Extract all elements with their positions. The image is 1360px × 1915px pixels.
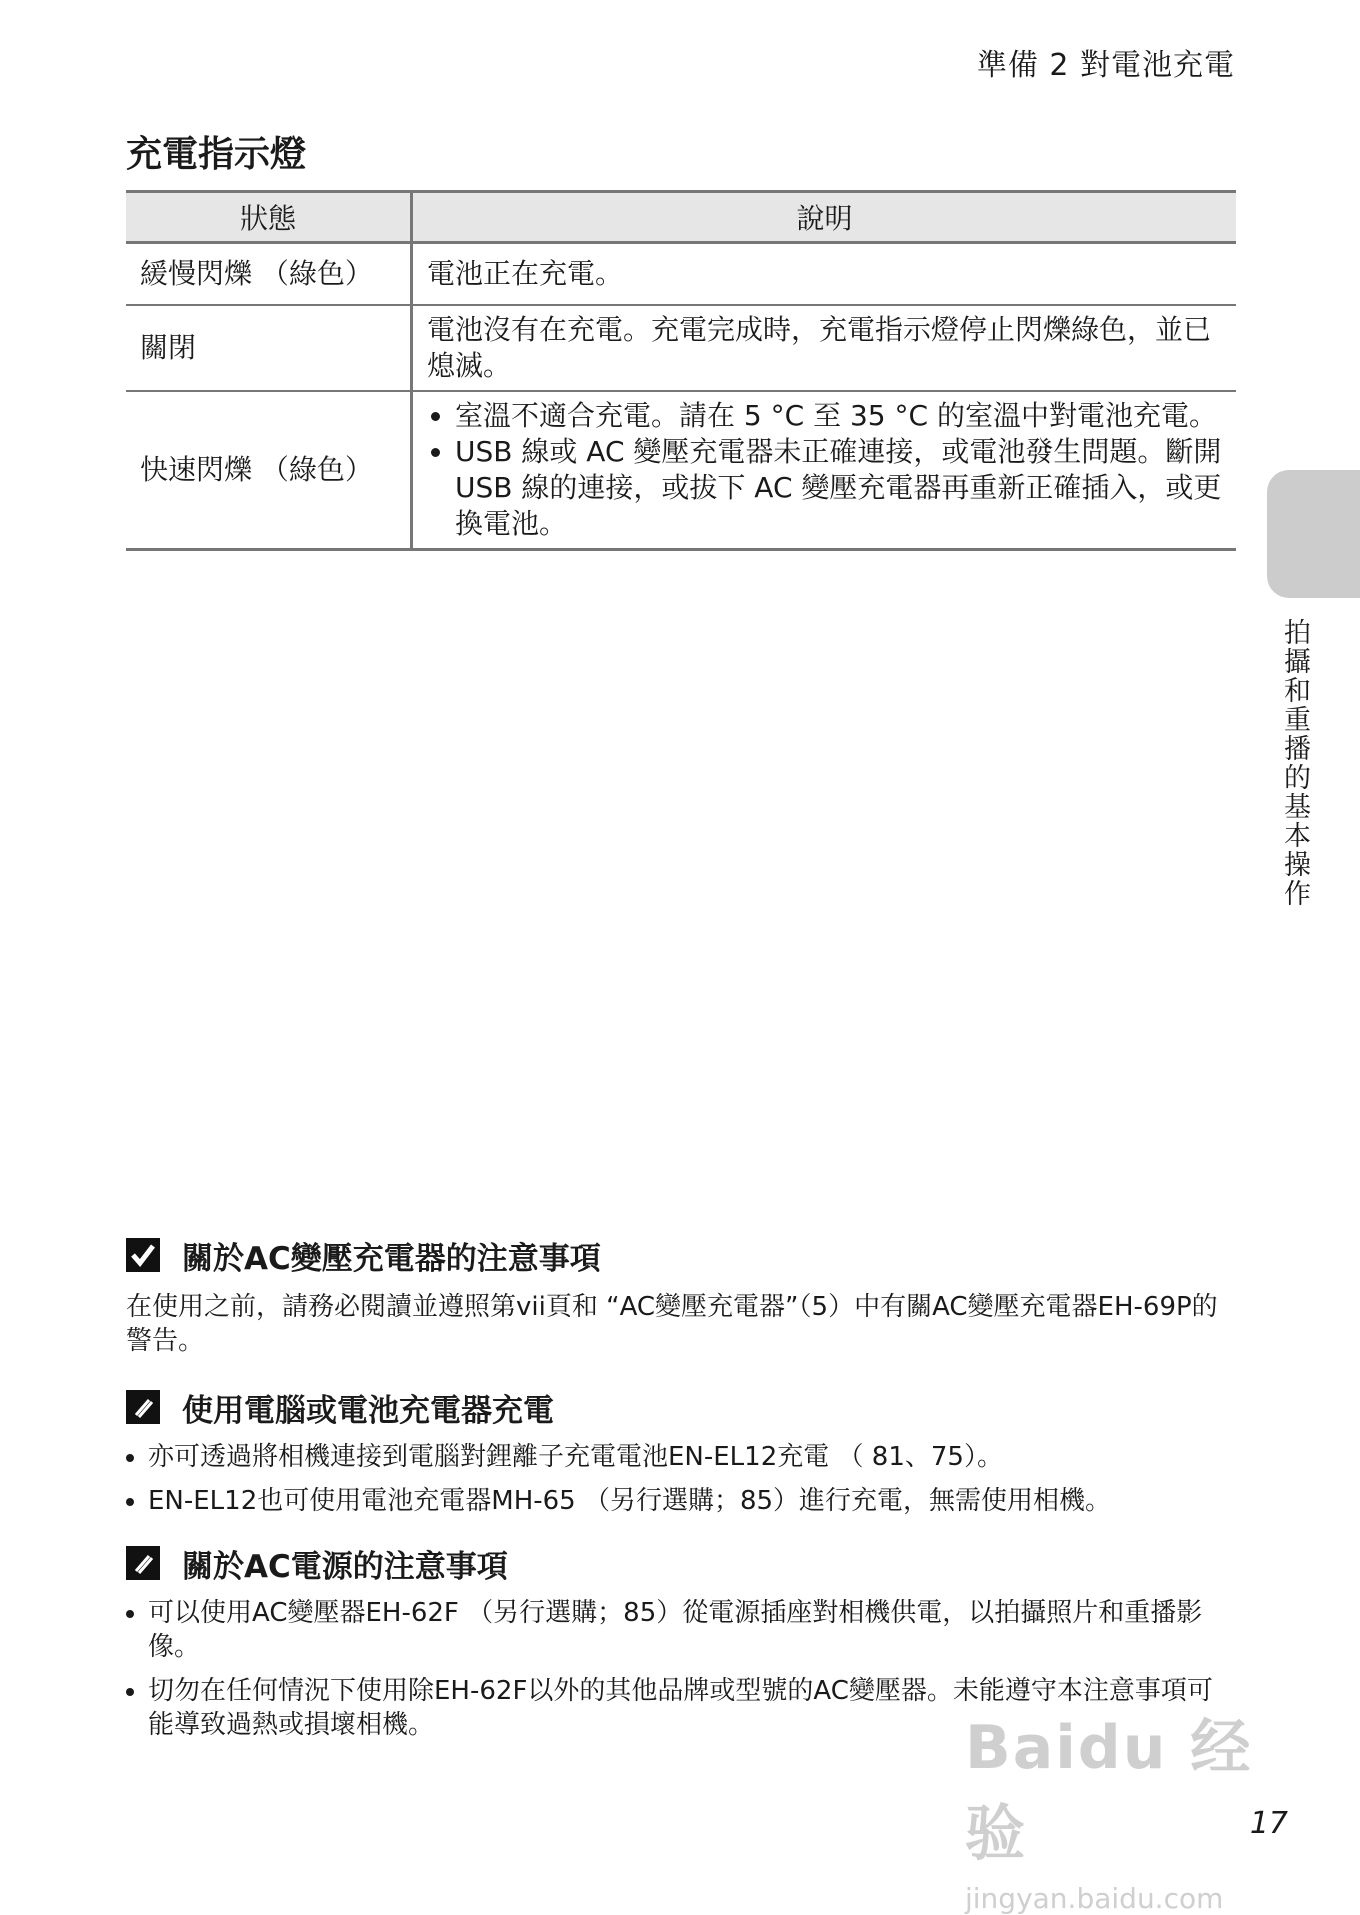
note-computer-charging xyxy=(126,1384,1236,1528)
table-cell-description xyxy=(412,391,1237,550)
note-title: 使用電腦或電池充電器充電 xyxy=(182,1392,554,1429)
list-item: • 可以使用AC變壓器EH-62F （另行選購；85）從電源插座對相機供電，以拍攝照片和重播影像。 xyxy=(148,1596,1236,1664)
table-cell-description: 電池沒有在充電。充電完成時，充電指示燈停止閃爍綠色，並已熄滅。 xyxy=(412,305,1237,391)
table-row xyxy=(126,305,1236,391)
pencil-icon xyxy=(126,1546,160,1580)
list-item: • 切勿在任何情況下使用除EH-62F以外的其他品牌或型號的AC變壓器。未能遵守本注意事項可能導致過熱或損壞相機。 xyxy=(148,1674,1236,1742)
note-ac-charger xyxy=(126,1232,1236,1358)
list-item: • 室溫不適合充電。請在 5 °C 至 35 °C 的室溫中對電池充電。 xyxy=(455,398,1222,434)
table-row xyxy=(126,243,1236,305)
table-header-row xyxy=(126,192,1236,243)
list-item: • USB 線或 AC 變壓充電器未正確連接，或電池發生問題。斷開 USB 線的連接，或拔下 AC 變壓充電器再重新正確插入，或更換電池。 xyxy=(455,434,1222,542)
table-row xyxy=(126,391,1236,550)
note-title: 關於AC電源的注意事項 xyxy=(182,1548,508,1585)
watermark-logo: Baidu 经验 xyxy=(965,1713,1253,1869)
chapter-tab xyxy=(1267,470,1360,598)
watermark-url: jingyan.baidu.com xyxy=(965,1882,1224,1915)
charge-indicator-table xyxy=(126,190,1236,551)
checkmark-icon xyxy=(126,1238,160,1272)
table-cell-state: 關閉 xyxy=(126,305,412,391)
table-cell-state: 快速閃爍 （綠色） xyxy=(126,391,412,550)
page-number: 17 xyxy=(1249,1806,1288,1841)
table-cell-description: 電池正在充電。 xyxy=(412,243,1237,305)
watermark xyxy=(965,1700,1285,1915)
column-header-description: 說明 xyxy=(412,192,1237,243)
column-header-state: 狀態 xyxy=(126,192,412,243)
page-header-title: 準備 2 對電池充電 xyxy=(976,48,1235,83)
table-cell-state: 緩慢閃爍 （綠色） xyxy=(126,243,412,305)
list-item: • EN-EL12也可使用電池充電器MH-65 （另行選購；85）進行充電，無需使用相機。 xyxy=(148,1484,1236,1518)
note-text: 在使用之前，請務必閱讀並遵照第vii頁和 “AC變壓充電器”（5）中有關AC變壓充電器EH-69P的警告。 xyxy=(126,1292,1218,1356)
note-title: 關於AC變壓充電器的注意事項 xyxy=(182,1240,601,1277)
pencil-icon xyxy=(126,1390,160,1424)
chapter-label: 拍攝和重播的基本操作 xyxy=(1279,618,1310,908)
section-title: 充電指示燈 xyxy=(126,134,307,175)
list-item: • 亦可透過將相機連接到電腦對鋰離子充電電池EN-EL12充電 （ 81、75）。 xyxy=(148,1440,1236,1474)
